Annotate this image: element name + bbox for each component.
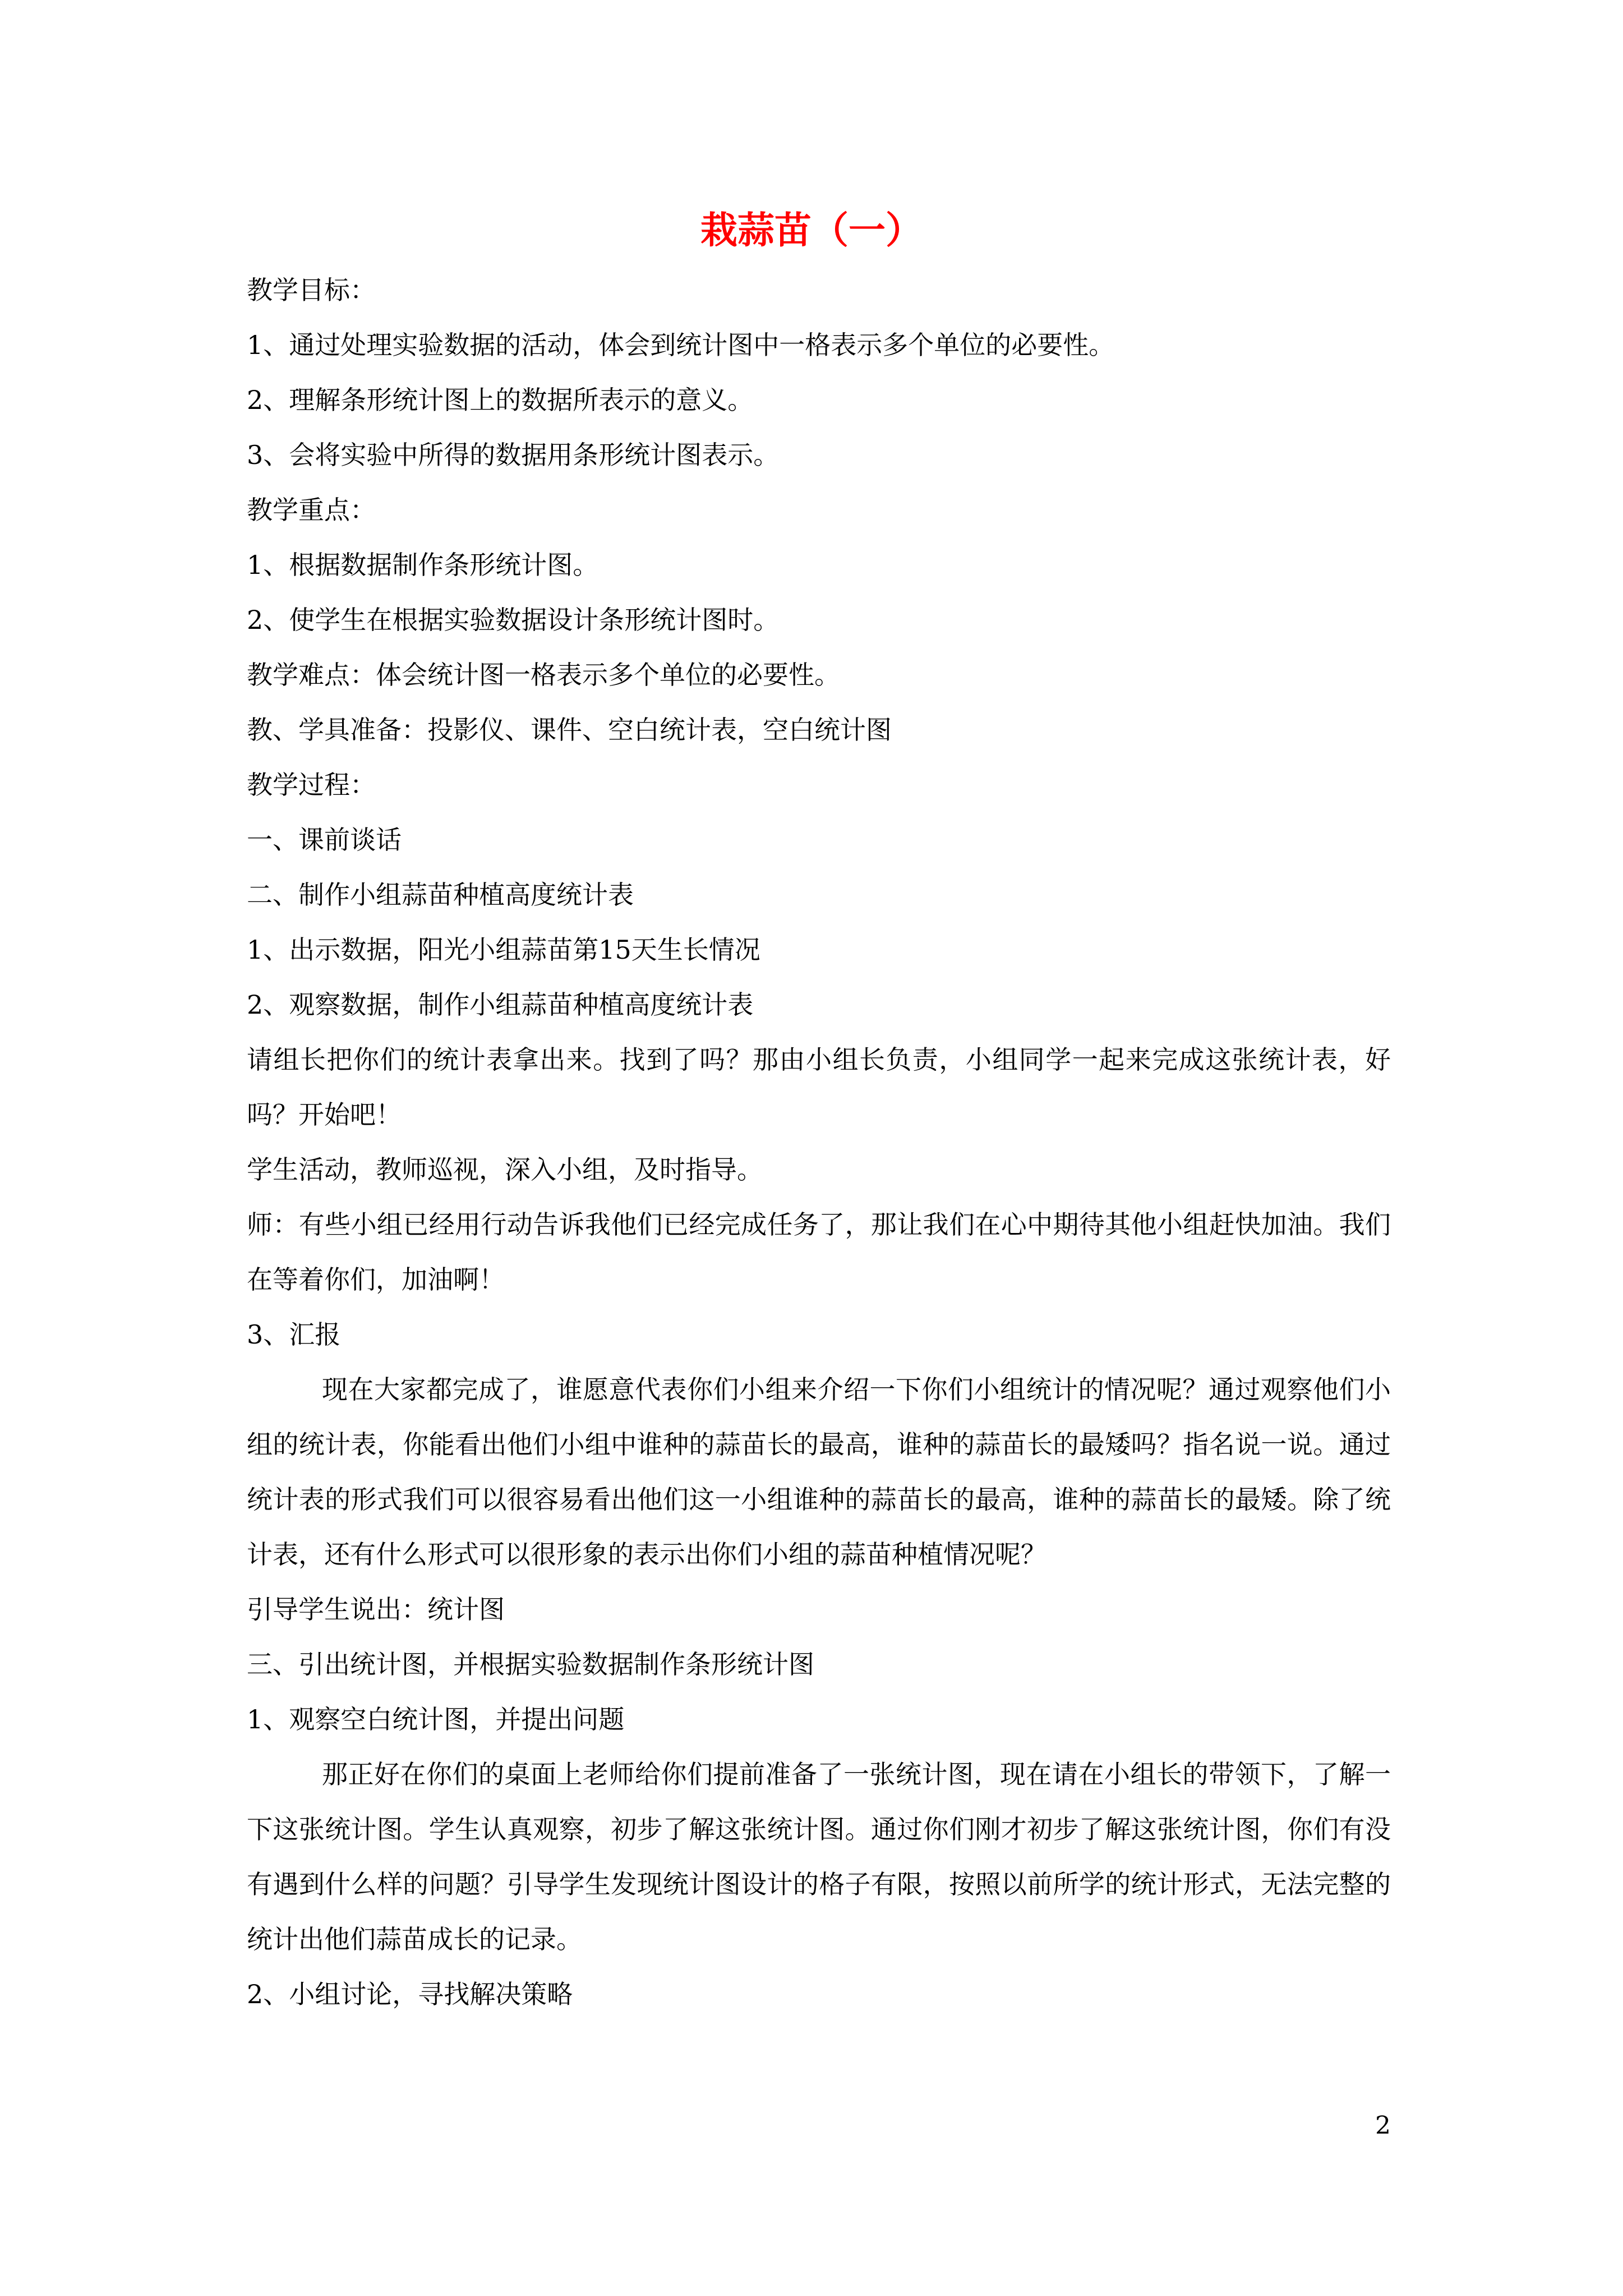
process-step-3: 三、引出统计图，并根据实验数据制作条形统计图 bbox=[247, 1649, 814, 1680]
materials-line: 教、学具准备：投影仪、课件、空白统计表，空白统计图 bbox=[247, 715, 892, 745]
objective-item-2: 2、理解条形统计图上的数据所表示的意义。 bbox=[247, 385, 754, 415]
process-substep-3-1: 1、观察空白统计图，并提出问题 bbox=[247, 1704, 625, 1734]
process-substep-2-2: 2、观察数据，制作小组蒜苗种植高度统计表 bbox=[247, 990, 754, 1020]
objective-item-1: 1、通过处理实验数据的活动，体会到统计图中一格表示多个单位的必要性。 bbox=[247, 330, 1115, 360]
paragraph-guide: 引导学生说出：统计图 bbox=[247, 1594, 505, 1625]
page-number: 2 bbox=[1375, 2111, 1391, 2140]
process-step-2: 二、制作小组蒜苗种植高度统计表 bbox=[247, 880, 634, 910]
paragraph-teacher-remark: 师：有些小组已经用行动告诉我他们已经完成任务了，那让我们在心中期待其他小组赶快加油。我们在等着你们，加油啊！ bbox=[247, 1209, 1391, 1295]
paragraph-blank-chart: 那正好在你们的桌面上老师给你们提前准备了一张统计图，现在请在小组长的带领下，了解一下这张统计图。学生认真观察，初步了解这张统计图。通过你们刚才初步了解这张统计图，你们有没有遇到什么样的问题？引导学生发现统计图设计的格子有限，按照以前所学的统计形式，无法完整的统计出他们蒜苗成长的记录。 bbox=[247, 1759, 1391, 1954]
section-heading-key-points: 教学重点： bbox=[247, 495, 376, 525]
process-substep-2-3: 3、汇报 bbox=[247, 1319, 341, 1350]
key-point-item-2: 2、使学生在根据实验数据设计条形统计图时。 bbox=[247, 605, 780, 635]
key-point-item-1: 1、根据数据制作条形统计图。 bbox=[247, 550, 599, 580]
process-step-1: 一、课前谈话 bbox=[247, 825, 402, 855]
difficulty-line: 教学难点：体会统计图一格表示多个单位的必要性。 bbox=[247, 660, 840, 690]
process-substep-2-1: 1、出示数据，阳光小组蒜苗第15天生长情况 bbox=[247, 935, 760, 965]
document-body bbox=[247, 263, 1391, 2022]
process-substep-3-2: 2、小组讨论，寻找解决策略 bbox=[247, 1979, 573, 2009]
document-title: 栽蒜苗（一） bbox=[700, 208, 923, 252]
paragraph-report: 现在大家都完成了，谁愿意代表你们小组来介绍一下你们小组统计的情况呢？通过观察他们小组的统计表，你能看出他们小组中谁种的蒜苗长的最高，谁种的蒜苗长的最矮吗？指名说一说。通过统计表的形式我们可以很容易看出他们这一小组谁种的蒜苗长的最高，谁种的蒜苗长的最矮。除了统计表，还有什么形式可以很形象的表示出你们小组的蒜苗种植情况呢？ bbox=[247, 1374, 1391, 1570]
objective-item-3: 3、会将实验中所得的数据用条形统计图表示。 bbox=[247, 440, 780, 470]
section-heading-objectives: 教学目标： bbox=[247, 275, 376, 305]
paragraph-student-activity: 学生活动，教师巡视，深入小组，及时指导。 bbox=[247, 1154, 763, 1185]
paragraph-group-leader: 请组长把你们的统计表拿出来。找到了吗？那由小组长负责，小组同学一起来完成这张统计表，好吗？开始吧！ bbox=[247, 1045, 1391, 1130]
section-heading-process: 教学过程： bbox=[247, 770, 376, 800]
